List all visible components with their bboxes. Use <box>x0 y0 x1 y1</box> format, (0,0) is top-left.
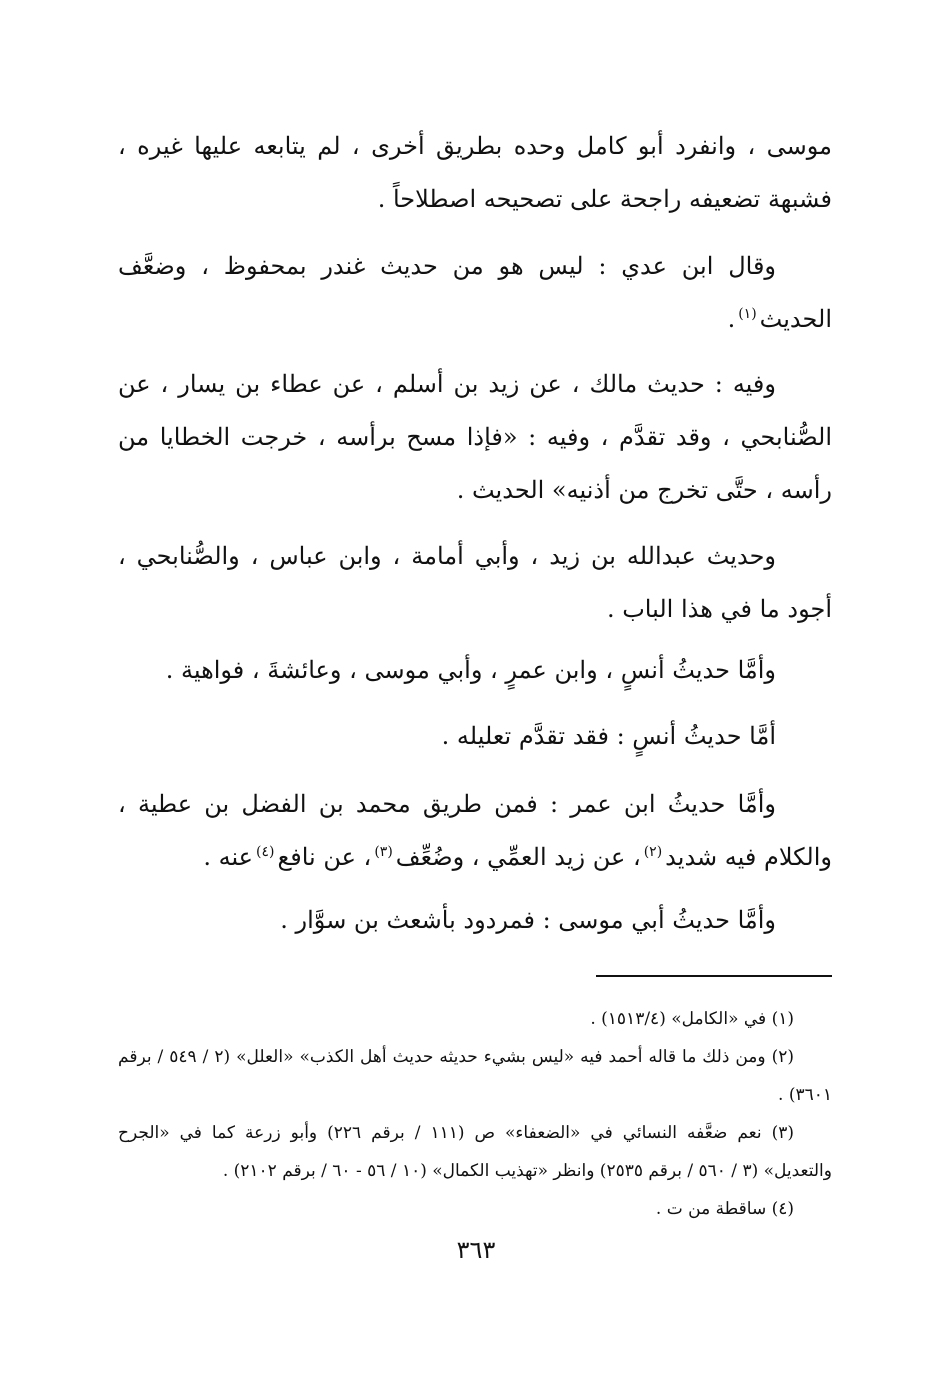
footnotes <box>118 1000 832 1228</box>
paragraph-7-text-c: ، عن نافع <box>277 843 372 871</box>
main-text <box>118 710 832 763</box>
main-text <box>118 240 832 346</box>
paragraph-7-text-b: ، عن زيد العمِّي ، وضُعِّف <box>395 843 641 871</box>
paragraph-7-text-a: وأمَّا حديثُ ابن عمر : فمن طريق محمد بن الفضل بن عطية ، والكلام فيه شديد <box>118 790 832 871</box>
paragraph-6-text: أمَّا حديثُ أنسٍ : فقد تقدَّم تعليله . <box>441 722 776 750</box>
main-text <box>118 894 832 947</box>
main-text <box>118 644 832 697</box>
footnote-3: (٣) نعم ضعَّفه النسائي في «الضعفاء» ص (١١١ / برقم ٢٢٦) وأبو زرعة كما في «الجرح والتعديل» (٣ / ٥٦٠ / برقم ٢٥٣٥) وانظر «تهذيب الكمال» (١٠ / ٥٦ - ٦٠ / برقم ٢١٠٢) . <box>118 1123 832 1181</box>
footnote-4: (٤) ساقطة من ت . <box>655 1199 794 1219</box>
paragraph-4-text: وحديث عبدالله بن زيد ، وأبي أمامة ، وابن عباس ، والصُّنابحي ، أجود ما في هذا الباب . <box>118 542 832 623</box>
page-number: ٣٦٣ <box>456 1236 496 1264</box>
paragraph-8-text: وأمَّا حديثُ أبي موسى : فمردود بأشعث بن سوَّار . <box>280 906 776 934</box>
paragraph-2 <box>118 240 832 346</box>
main-text <box>118 778 832 884</box>
footnote-2: (٢) ومن ذلك ما قاله أحمد فيه «ليس بشيء حديثه حديث أهل الكذب» «العلل» (٢ / ٥٤٩ / برقم ٣٦٠١) . <box>118 1047 832 1105</box>
paragraph-4 <box>118 530 832 636</box>
footnote-ref-1: (١) <box>738 306 757 322</box>
footnote-ref-3: (٣) <box>374 844 393 860</box>
footnote-ref-4: (٤) <box>256 844 275 860</box>
paragraph-7-text-d: عنه . <box>203 843 253 871</box>
footnote-1: (١) في «الكامل» (١٥١٣/٤) . <box>590 1009 794 1029</box>
footnote-ref-2: (٢) <box>643 844 663 860</box>
paragraph-7 <box>118 778 832 884</box>
paragraph-1-text: موسى ، وانفرد أبو كامل وحده بطريق أخرى ، لم يتابعه عليها غيره ، فشبهة تضعيفه راجحة على تصحيحه اصطلاحاً . <box>118 132 832 213</box>
paragraph-6 <box>118 710 832 763</box>
footnote-divider <box>596 975 832 977</box>
paragraph-2-text: وقال ابن عدي : ليس هو من حديث غندر بمحفوظ ، وضعَّف الحديث <box>118 252 832 333</box>
paragraph-1 <box>118 120 832 226</box>
paragraph-8 <box>118 894 832 947</box>
main-text <box>118 530 832 636</box>
paragraph-2-tail: . <box>727 305 736 333</box>
paragraph-3-text: وفيه : حديث مالك ، عن زيد بن أسلم ، عن عطاء بن يسار ، عن الصُّنابحي ، وقد تقدَّم ، وفيه : «فإذا مسح برأسه ، خرجت الخطايا من رأسه ، حتَّى تخرج من أذنيه» الحديث . <box>118 370 832 504</box>
paragraph-5-text: وأمَّا حديثُ أنسٍ ، وابن عمرٍ ، وأبي موسى ، وعائشةَ ، فواهية . <box>165 656 776 684</box>
main-text <box>118 120 832 226</box>
paragraph-5 <box>118 644 832 697</box>
paragraph-3 <box>118 358 832 517</box>
main-text <box>118 358 832 517</box>
